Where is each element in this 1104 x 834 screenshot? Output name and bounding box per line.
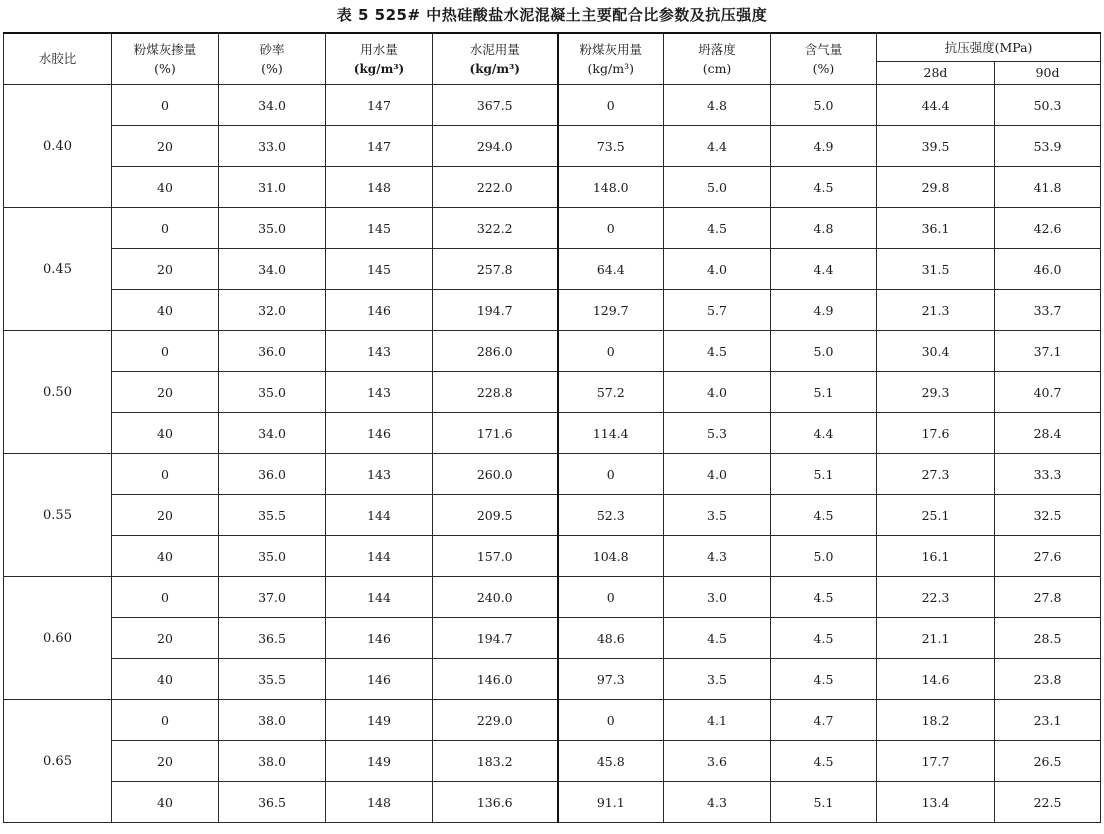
cell-sand-ratio: 34.0 (219, 249, 326, 290)
cell-water: 145 (326, 208, 433, 249)
cell-water: 147 (326, 85, 433, 126)
cell-sand-ratio: 34.0 (219, 85, 326, 126)
cell-flyash-pct: 40 (112, 290, 219, 331)
cell-water: 146 (326, 659, 433, 700)
cell-flyash-amount: 114.4 (558, 413, 664, 454)
cell-slump: 3.5 (664, 495, 771, 536)
cell-water: 143 (326, 331, 433, 372)
table-row (4, 290, 1101, 331)
cell-flyash-pct: 0 (112, 577, 219, 618)
cell-air: 4.4 (771, 413, 877, 454)
cell-slump: 5.3 (664, 413, 771, 454)
cell-flyash-amount: 0 (558, 454, 664, 495)
cell-sand-ratio: 31.0 (219, 167, 326, 208)
table-row (4, 126, 1101, 167)
cell-air: 5.1 (771, 782, 877, 823)
cell-strength-28d: 22.3 (877, 577, 995, 618)
cell-strength-90d: 33.7 (995, 290, 1101, 331)
cell-strength-28d: 18.2 (877, 700, 995, 741)
table-row (4, 495, 1101, 536)
cell-air: 5.0 (771, 85, 877, 126)
cell-strength-28d: 21.1 (877, 618, 995, 659)
cell-flyash-pct: 0 (112, 331, 219, 372)
cell-cement: 286.0 (433, 331, 558, 372)
cell-strength-90d: 27.6 (995, 536, 1101, 577)
table-row (4, 577, 1101, 618)
header-28d: 28d (877, 62, 995, 85)
cell-wc-ratio: 0.60 (4, 577, 112, 700)
cell-sand-ratio: 36.5 (219, 782, 326, 823)
cell-flyash-pct: 20 (112, 741, 219, 782)
cell-flyash-pct: 20 (112, 249, 219, 290)
cell-air: 4.8 (771, 208, 877, 249)
table-header (4, 33, 1101, 85)
table-row (4, 454, 1101, 495)
header-wc-ratio: 水胶比 (4, 33, 112, 85)
cell-strength-28d: 44.4 (877, 85, 995, 126)
cell-flyash-amount: 48.6 (558, 618, 664, 659)
cell-strength-90d: 46.0 (995, 249, 1101, 290)
cell-wc-ratio: 0.40 (4, 85, 112, 208)
cell-wc-ratio: 0.50 (4, 331, 112, 454)
cell-strength-28d: 29.8 (877, 167, 995, 208)
table-row (4, 208, 1101, 249)
cell-strength-28d: 27.3 (877, 454, 995, 495)
table-row (4, 85, 1101, 126)
cell-cement: 257.8 (433, 249, 558, 290)
cell-strength-90d: 28.5 (995, 618, 1101, 659)
cell-sand-ratio: 35.0 (219, 536, 326, 577)
cell-flyash-amount: 64.4 (558, 249, 664, 290)
cell-cement: 229.0 (433, 700, 558, 741)
cell-slump: 4.5 (664, 331, 771, 372)
cell-slump: 5.0 (664, 167, 771, 208)
cell-cement: 194.7 (433, 290, 558, 331)
cell-flyash-pct: 20 (112, 495, 219, 536)
cell-air: 4.9 (771, 290, 877, 331)
cell-flyash-pct: 0 (112, 700, 219, 741)
cell-water: 149 (326, 700, 433, 741)
cell-strength-90d: 28.4 (995, 413, 1101, 454)
cell-strength-28d: 31.5 (877, 249, 995, 290)
cell-flyash-amount: 57.2 (558, 372, 664, 413)
cell-slump: 4.5 (664, 618, 771, 659)
cell-flyash-amount: 0 (558, 577, 664, 618)
cell-cement: 209.5 (433, 495, 558, 536)
cell-slump: 4.3 (664, 782, 771, 823)
cell-strength-28d: 13.4 (877, 782, 995, 823)
cell-water: 149 (326, 741, 433, 782)
cell-air: 4.7 (771, 700, 877, 741)
cell-water: 144 (326, 495, 433, 536)
cell-flyash-pct: 20 (112, 372, 219, 413)
cell-air: 4.5 (771, 167, 877, 208)
cell-cement: 171.6 (433, 413, 558, 454)
table-row (4, 741, 1101, 782)
cell-strength-90d: 23.8 (995, 659, 1101, 700)
header-strength: 抗压强度(MPa) (877, 33, 1101, 62)
header-sand-ratio: 砂率 (%) (219, 33, 326, 85)
header-flyash-pct: 粉煤灰掺量 (%) (112, 33, 219, 85)
cell-air: 4.4 (771, 249, 877, 290)
cell-strength-90d: 23.1 (995, 700, 1101, 741)
cell-sand-ratio: 33.0 (219, 126, 326, 167)
cell-water: 146 (326, 618, 433, 659)
cell-sand-ratio: 35.5 (219, 659, 326, 700)
cell-strength-28d: 29.3 (877, 372, 995, 413)
cell-water: 145 (326, 249, 433, 290)
cell-strength-90d: 41.8 (995, 167, 1101, 208)
cell-sand-ratio: 38.0 (219, 700, 326, 741)
table-row (4, 372, 1101, 413)
cell-cement: 240.0 (433, 577, 558, 618)
cell-strength-28d: 17.7 (877, 741, 995, 782)
cell-strength-90d: 50.3 (995, 85, 1101, 126)
cell-flyash-amount: 45.8 (558, 741, 664, 782)
cell-flyash-pct: 0 (112, 85, 219, 126)
header-slump: 坍落度 (cm) (664, 33, 771, 85)
cell-air: 5.0 (771, 536, 877, 577)
mix-proportion-table-container (3, 32, 1100, 823)
cell-strength-28d: 30.4 (877, 331, 995, 372)
cell-flyash-amount: 73.5 (558, 126, 664, 167)
cell-sand-ratio: 35.0 (219, 372, 326, 413)
header-90d: 90d (995, 62, 1101, 85)
header-cement: 水泥用量 (kg/m³) (433, 33, 558, 85)
cell-cement: 322.2 (433, 208, 558, 249)
cell-slump: 4.0 (664, 372, 771, 413)
cell-water: 143 (326, 454, 433, 495)
cell-cement: 222.0 (433, 167, 558, 208)
cell-sand-ratio: 35.5 (219, 495, 326, 536)
table-row (4, 618, 1101, 659)
cell-slump: 4.4 (664, 126, 771, 167)
cell-flyash-amount: 0 (558, 85, 664, 126)
cell-slump: 4.8 (664, 85, 771, 126)
cell-flyash-amount: 97.3 (558, 659, 664, 700)
cell-water: 146 (326, 290, 433, 331)
cell-strength-28d: 21.3 (877, 290, 995, 331)
cell-strength-90d: 32.5 (995, 495, 1101, 536)
cell-flyash-amount: 91.1 (558, 782, 664, 823)
cell-flyash-pct: 0 (112, 454, 219, 495)
table-row (4, 413, 1101, 454)
cell-air: 4.5 (771, 618, 877, 659)
cell-air: 5.0 (771, 331, 877, 372)
table-body (4, 85, 1101, 823)
cell-air: 5.1 (771, 372, 877, 413)
cell-strength-28d: 16.1 (877, 536, 995, 577)
cell-strength-90d: 42.6 (995, 208, 1101, 249)
cell-flyash-amount: 0 (558, 331, 664, 372)
cell-slump: 3.6 (664, 741, 771, 782)
cell-air: 4.5 (771, 741, 877, 782)
cell-wc-ratio: 0.55 (4, 454, 112, 577)
cell-sand-ratio: 36.5 (219, 618, 326, 659)
cell-strength-90d: 33.3 (995, 454, 1101, 495)
cell-flyash-amount: 129.7 (558, 290, 664, 331)
cell-slump: 5.7 (664, 290, 771, 331)
cell-flyash-pct: 40 (112, 413, 219, 454)
cell-cement: 146.0 (433, 659, 558, 700)
cell-water: 143 (326, 372, 433, 413)
table-row (4, 659, 1101, 700)
cell-cement: 294.0 (433, 126, 558, 167)
cell-cement: 228.8 (433, 372, 558, 413)
cell-water: 147 (326, 126, 433, 167)
table-row (4, 782, 1101, 823)
cell-strength-90d: 26.5 (995, 741, 1101, 782)
cell-sand-ratio: 35.0 (219, 208, 326, 249)
table-row (4, 536, 1101, 577)
cell-air: 4.5 (771, 577, 877, 618)
cell-strength-90d: 22.5 (995, 782, 1101, 823)
cell-strength-28d: 14.6 (877, 659, 995, 700)
cell-strength-90d: 37.1 (995, 331, 1101, 372)
cell-air: 5.1 (771, 454, 877, 495)
cell-slump: 4.0 (664, 249, 771, 290)
cell-sand-ratio: 38.0 (219, 741, 326, 782)
cell-cement: 183.2 (433, 741, 558, 782)
cell-water: 148 (326, 167, 433, 208)
cell-strength-90d: 40.7 (995, 372, 1101, 413)
cell-cement: 367.5 (433, 85, 558, 126)
table-title: 表 5 525# 中热硅酸盐水泥混凝土主要配合比参数及抗压强度 (336, 6, 768, 24)
cell-wc-ratio: 0.65 (4, 700, 112, 823)
cell-slump: 4.5 (664, 208, 771, 249)
cell-flyash-amount: 52.3 (558, 495, 664, 536)
cell-cement: 194.7 (433, 618, 558, 659)
cell-sand-ratio: 36.0 (219, 331, 326, 372)
cell-strength-90d: 27.8 (995, 577, 1101, 618)
header-flyash-amount: 粉煤灰用量 (kg/m³) (558, 33, 664, 85)
cell-flyash-amount: 0 (558, 208, 664, 249)
cell-flyash-amount: 104.8 (558, 536, 664, 577)
cell-slump: 4.0 (664, 454, 771, 495)
cell-slump: 4.1 (664, 700, 771, 741)
cell-flyash-amount: 0 (558, 700, 664, 741)
cell-flyash-pct: 40 (112, 782, 219, 823)
cell-strength-28d: 25.1 (877, 495, 995, 536)
cell-water: 144 (326, 577, 433, 618)
cell-strength-28d: 17.6 (877, 413, 995, 454)
cell-slump: 3.0 (664, 577, 771, 618)
cell-sand-ratio: 34.0 (219, 413, 326, 454)
cell-cement: 157.0 (433, 536, 558, 577)
cell-water: 148 (326, 782, 433, 823)
cell-water: 144 (326, 536, 433, 577)
cell-flyash-pct: 20 (112, 126, 219, 167)
cell-flyash-pct: 40 (112, 659, 219, 700)
cell-sand-ratio: 37.0 (219, 577, 326, 618)
cell-wc-ratio: 0.45 (4, 208, 112, 331)
cell-flyash-amount: 148.0 (558, 167, 664, 208)
cell-strength-28d: 36.1 (877, 208, 995, 249)
cell-flyash-pct: 20 (112, 618, 219, 659)
header-air: 含气量 (%) (771, 33, 877, 85)
cell-air: 4.5 (771, 495, 877, 536)
cell-air: 4.5 (771, 659, 877, 700)
table-row (4, 167, 1101, 208)
cell-flyash-pct: 0 (112, 208, 219, 249)
cell-slump: 4.3 (664, 536, 771, 577)
table-row (4, 331, 1101, 372)
cell-slump: 3.5 (664, 659, 771, 700)
cell-flyash-pct: 40 (112, 536, 219, 577)
cell-cement: 136.6 (433, 782, 558, 823)
cell-flyash-pct: 40 (112, 167, 219, 208)
cell-strength-28d: 39.5 (877, 126, 995, 167)
cell-sand-ratio: 32.0 (219, 290, 326, 331)
cell-cement: 260.0 (433, 454, 558, 495)
header-water: 用水量 (kg/m³) (326, 33, 433, 85)
cell-sand-ratio: 36.0 (219, 454, 326, 495)
cell-strength-90d: 53.9 (995, 126, 1101, 167)
cell-water: 146 (326, 413, 433, 454)
table-row (4, 249, 1101, 290)
cell-air: 4.9 (771, 126, 877, 167)
mix-proportion-table (3, 32, 1101, 823)
table-row (4, 700, 1101, 741)
